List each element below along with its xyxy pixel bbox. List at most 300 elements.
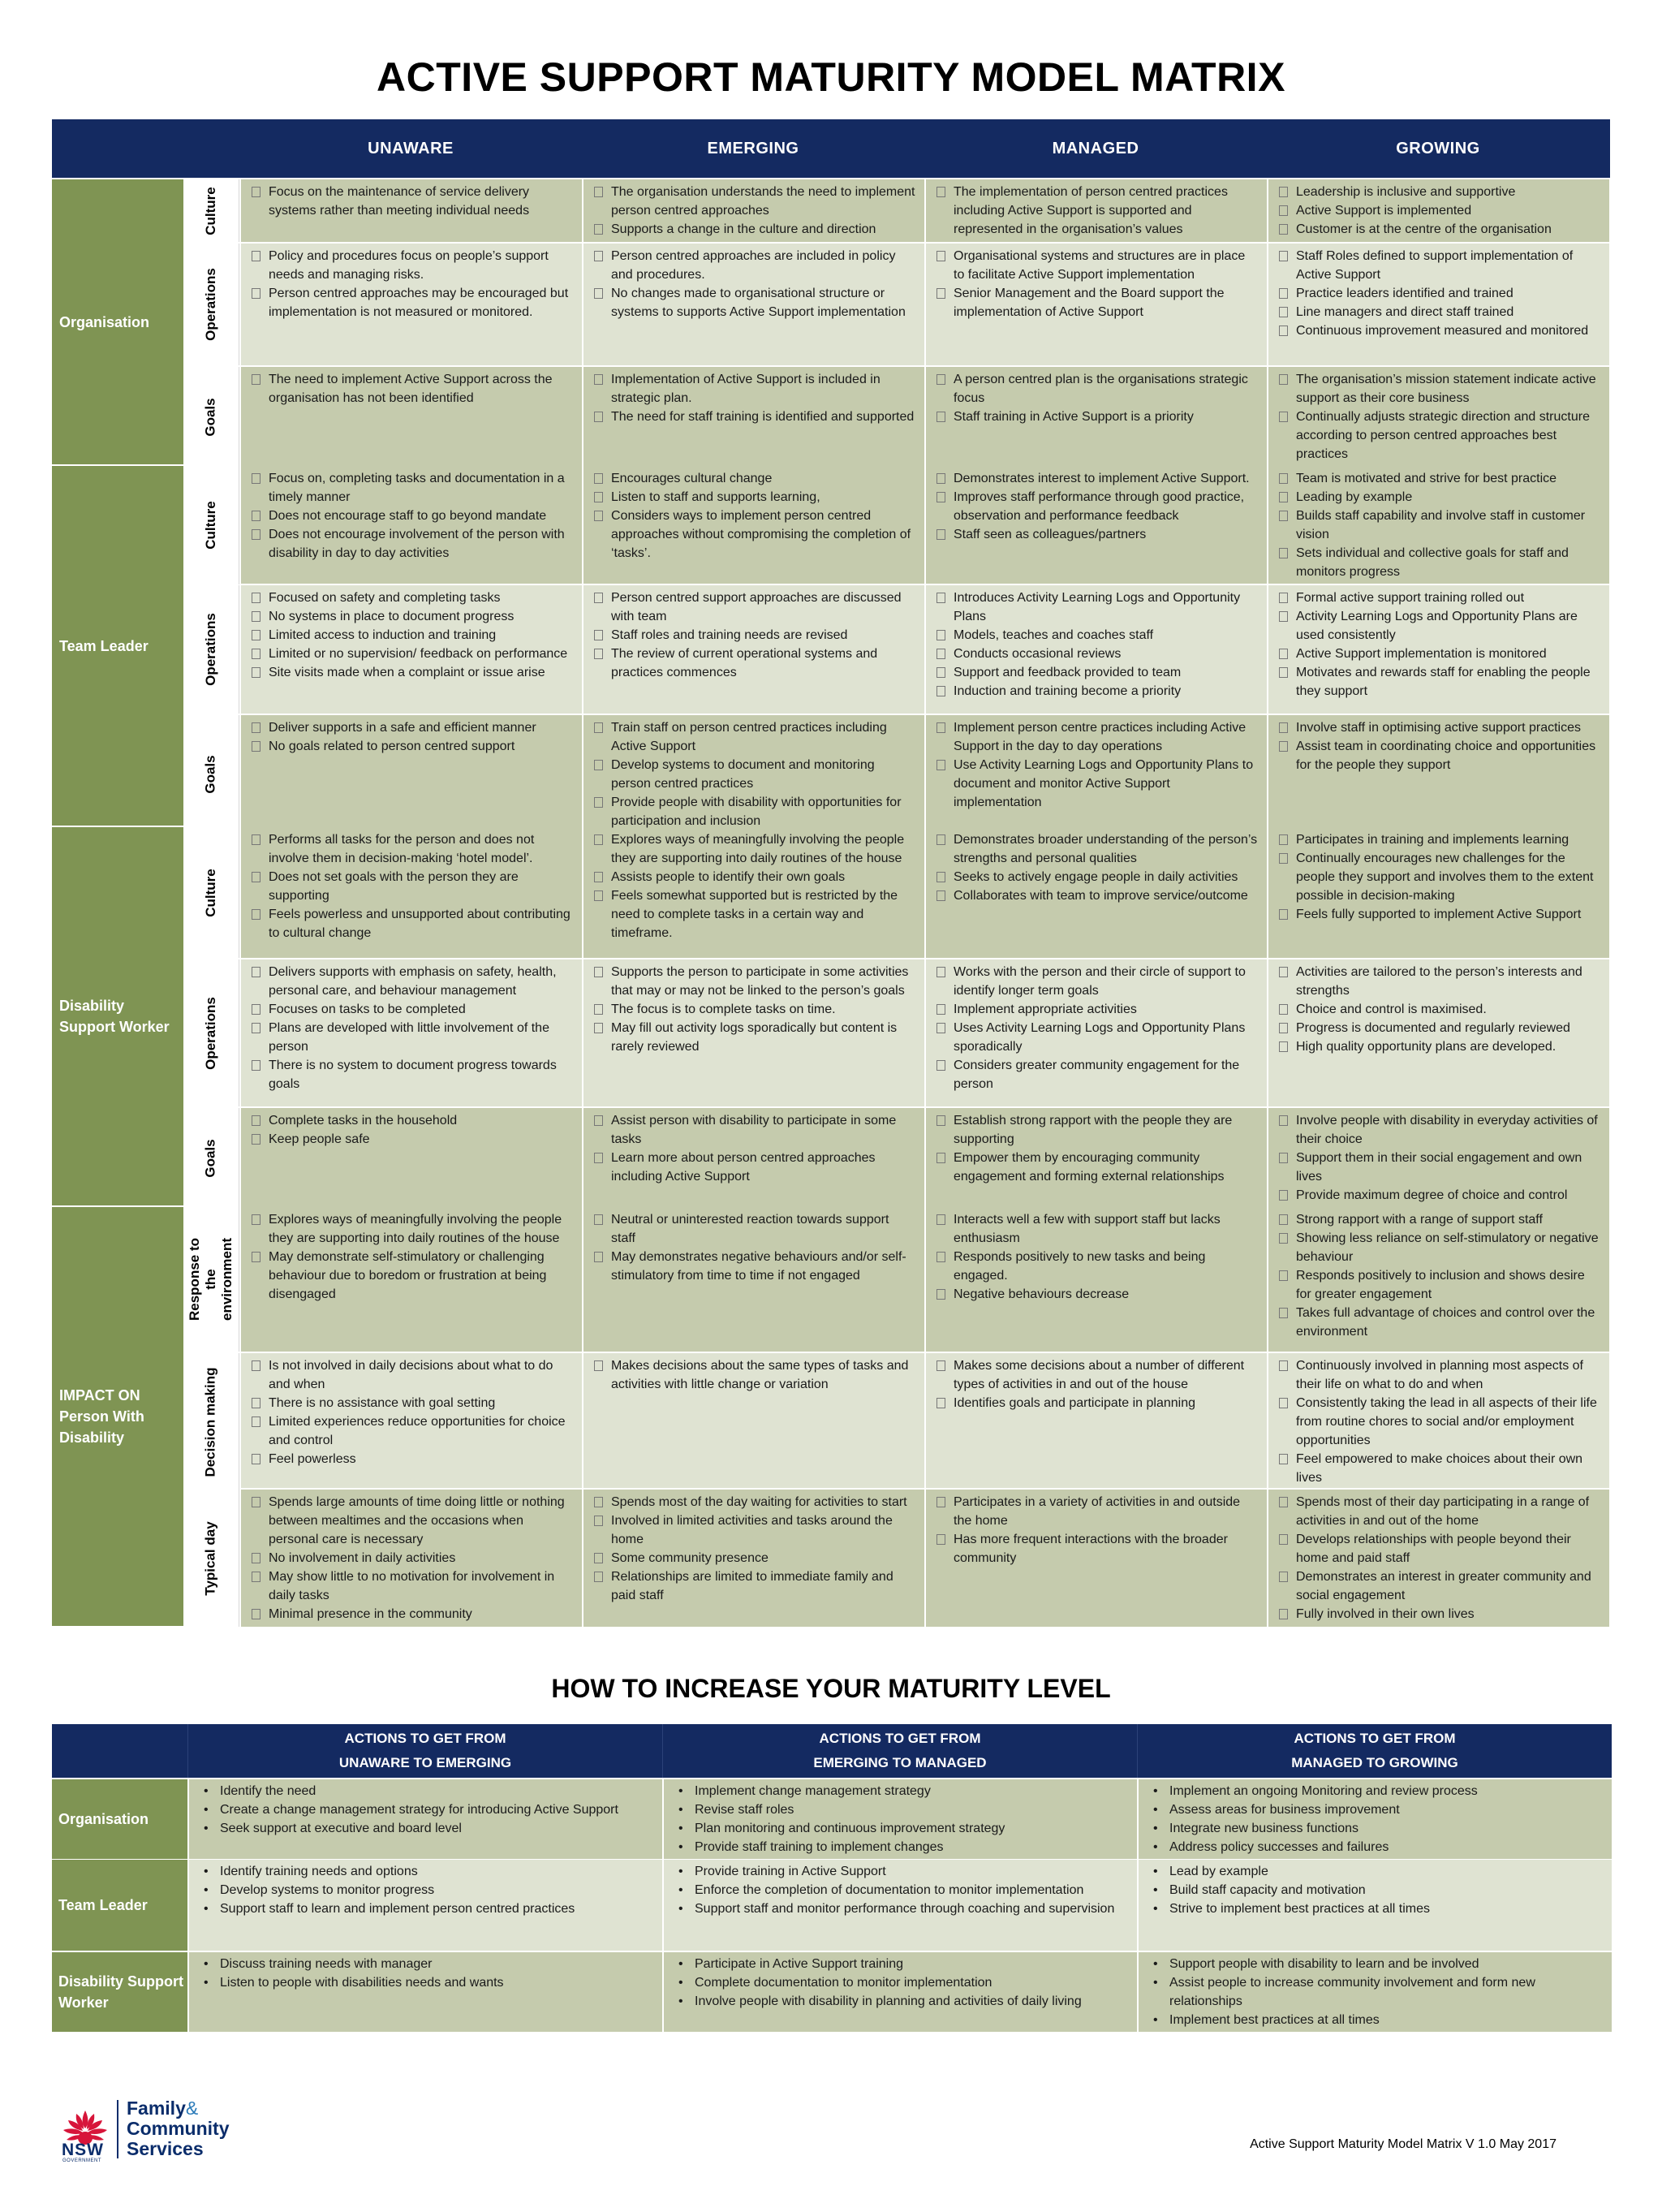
cell-list <box>249 370 574 407</box>
sub-category-label: Culture <box>203 186 218 235</box>
matrix-row <box>183 584 1610 714</box>
cell-item: Feel empowered to make choices about their own lives <box>1277 1450 1601 1487</box>
cell-item: Assist person with disability to participate in some tasks <box>592 1111 916 1149</box>
cell-item: Provide people with disability with opportunities for participation and inclusion <box>592 793 916 830</box>
cell-item: Works with the person and their circle of support to identify longer term goals <box>934 963 1259 1000</box>
actions-cell <box>662 1860 1137 1951</box>
cell-item: Considers ways to implement person centred approaches without compromising the completion of ‘tasks’. <box>592 507 916 563</box>
agency-line1: Family <box>127 2098 186 2119</box>
matrix-cell <box>582 1108 924 1208</box>
matrix-cell <box>582 585 924 714</box>
sub-category <box>183 1207 239 1352</box>
cell-item: Some community presence <box>592 1549 916 1567</box>
cell-list <box>934 1356 1259 1412</box>
cell-item: Feel powerless <box>249 1450 574 1468</box>
actions-item: • Listen to people with disabilities needs and wants <box>196 1973 654 1992</box>
actions-item: • Plan monitoring and continuous improvement strategy <box>670 1819 1129 1838</box>
cell-list <box>934 718 1259 812</box>
cell-list <box>934 469 1259 544</box>
cell-item: High quality opportunity plans are developed. <box>1277 1037 1601 1056</box>
footer-version: Active Support Maturity Model Matrix V 1.0 May 2017 <box>1250 2137 1557 2151</box>
nsw-fcs-logo <box>60 2098 271 2163</box>
cell-item: Plans are developed with little involvement of the person <box>249 1019 574 1056</box>
matrix-cell <box>582 959 924 1106</box>
actions-item: • Involve people with disability in planning and activities of daily living <box>670 1992 1129 2011</box>
cell-list <box>934 1493 1259 1567</box>
cell-item: Provide maximum degree of choice and control <box>1277 1186 1601 1205</box>
actions-header-managed-growing <box>1137 1724 1612 1778</box>
actions-item: • Complete documentation to monitor implementation <box>670 1973 1129 1992</box>
group-label: Team Leader <box>52 466 183 826</box>
cell-item: Encourages cultural change <box>592 469 916 488</box>
cell-item: Support and feedback provided to team <box>934 663 1259 682</box>
cell-item: May fill out activity logs sporadically but content is rarely reviewed <box>592 1019 916 1056</box>
matrix-cell <box>924 179 1267 242</box>
matrix-cell <box>582 367 924 467</box>
actions-header-emerging-managed <box>662 1724 1137 1778</box>
matrix-cell <box>582 1490 924 1627</box>
cell-item: Choice and control is maximised. <box>1277 1000 1601 1019</box>
actions-item: • Revise staff roles <box>670 1800 1129 1819</box>
cell-item: Continuous improvement measured and monitored <box>1277 321 1601 340</box>
cell-item: Performs all tasks for the person and does not involve them in decision-making ‘hotel model’. <box>249 830 574 868</box>
cell-item: Leadership is inclusive and supportive <box>1277 183 1601 201</box>
actions-list <box>670 1782 1129 1856</box>
cell-item: Senior Management and the Board support the implementation of Active Support <box>934 284 1259 321</box>
group-rows <box>183 466 1610 826</box>
matrix-row <box>183 466 1610 584</box>
matrix-row <box>183 1106 1610 1205</box>
sub-category-label: Response to the environment <box>187 1237 235 1322</box>
matrix-cell <box>239 1490 582 1627</box>
cell-item: May show little to no motivation for involvement in daily tasks <box>249 1567 574 1605</box>
actions-header-line1: ACTIONS TO GET FROM <box>344 1731 506 1746</box>
cell-item: Limited experiences reduce opportunities for choice and control <box>249 1412 574 1450</box>
cell-item: Focus on the maintenance of service delivery systems rather than meeting individual needs <box>249 183 574 220</box>
sub-category <box>183 959 239 1106</box>
actions-item: • Implement best practices at all times <box>1145 2011 1604 2029</box>
cell-list <box>934 183 1259 239</box>
matrix-cell <box>1267 367 1609 467</box>
actions-item: • Support staff and monitor performance through coaching and supervision <box>670 1899 1129 1918</box>
cell-item: Demonstrates broader understanding of the person’s strengths and personal qualities <box>934 830 1259 868</box>
matrix-cell <box>239 1207 582 1352</box>
sub-category-label: Goals <box>203 755 218 794</box>
cell-item: Person centred approaches may be encouraged but implementation is not measured or monitored. <box>249 284 574 321</box>
cell-list <box>249 469 574 563</box>
cell-item: Sets individual and collective goals for staff and monitors progress <box>1277 544 1601 581</box>
sub-category <box>183 244 239 365</box>
actions-header-line2: MANAGED TO GROWING <box>1291 1755 1458 1770</box>
cell-item: Customer is at the centre of the organisation <box>1277 220 1601 239</box>
cell-list <box>592 718 916 830</box>
cell-item: Empower them by encouraging community engagement and forming external relationships <box>934 1149 1259 1186</box>
cell-item: Demonstrates an interest in greater community and social engagement <box>1277 1567 1601 1605</box>
cell-item: Spends large amounts of time doing little or nothing between mealtimes and the occasions when personal care is necessary <box>249 1493 574 1549</box>
cell-list <box>934 963 1259 1093</box>
matrix-cell <box>924 827 1267 958</box>
matrix-row <box>183 242 1610 365</box>
matrix-cell <box>239 715 582 834</box>
cell-item: Focuses on tasks to be completed <box>249 1000 574 1019</box>
actions-row-label: Organisation <box>52 1779 187 1859</box>
cell-list <box>1277 718 1601 774</box>
cell-item: Keep people safe <box>249 1130 574 1149</box>
actions-item: • Provide training in Active Support <box>670 1862 1129 1881</box>
actions-item: • Identify training needs and options <box>196 1862 654 1881</box>
sub-category-label: Decision making <box>203 1366 219 1477</box>
cell-item: Builds staff capability and involve staff in customer vision <box>1277 507 1601 544</box>
cell-item: Complete tasks in the household <box>249 1111 574 1130</box>
cell-item: Motivates and rewards staff for enabling the people they support <box>1277 663 1601 701</box>
cell-item: Active Support is implemented <box>1277 201 1601 220</box>
matrix-cell <box>1267 1108 1609 1208</box>
actions-item: • Implement an ongoing Monitoring and review process <box>1145 1782 1604 1800</box>
matrix-cell <box>924 1108 1267 1208</box>
matrix-cell <box>924 367 1267 467</box>
matrix-cell <box>239 179 582 242</box>
cell-item: Use Activity Learning Logs and Opportunity Plans to document and monitor Active Support implementation <box>934 756 1259 812</box>
actions-item: • Integrate new business functions <box>1145 1819 1604 1838</box>
sub-category-label: Operations <box>203 613 218 686</box>
cell-list <box>592 1493 916 1605</box>
actions-row-label: Disability Support Worker <box>52 1952 187 2032</box>
group-label: IMPACT ON Person With Disability <box>52 1207 183 1626</box>
cell-list <box>249 589 574 682</box>
cell-item: Implement person centre practices including Active Support in the day to day operations <box>934 718 1259 756</box>
actions-cell <box>187 1952 662 2032</box>
cell-item: Activity Learning Logs and Opportunity Plans are used consistently <box>1277 607 1601 645</box>
actions-list <box>196 1955 654 1992</box>
cell-item: Involve staff in optimising active support practices <box>1277 718 1601 737</box>
matrix-body <box>52 178 1610 1626</box>
matrix-cell <box>1267 715 1609 834</box>
actions-body <box>52 1778 1612 2030</box>
cell-list <box>592 1111 916 1186</box>
cell-item: Activities are tailored to the person’s interests and strengths <box>1277 963 1601 1000</box>
cell-list <box>249 1493 574 1623</box>
sub-category <box>183 715 239 834</box>
cell-item: No changes made to organisational structure or systems to supports Active Support implementation <box>592 284 916 321</box>
cell-item: May demonstrate self-stimulatory or challenging behaviour due to boredom or frustration at being disengaged <box>249 1248 574 1304</box>
cell-list <box>934 830 1259 905</box>
cell-list <box>249 830 574 942</box>
cell-item: Does not encourage involvement of the person with disability in day to day activities <box>249 525 574 563</box>
sub-category-label: Goals <box>203 397 218 437</box>
cell-list <box>592 830 916 942</box>
actions-item: • Implement change management strategy <box>670 1782 1129 1800</box>
cell-item: There is no system to document progress towards goals <box>249 1056 574 1093</box>
cell-list <box>1277 1356 1601 1487</box>
matrix-row <box>183 365 1610 464</box>
cell-item: Spends most of their day participating in a range of activities in and out of the home <box>1277 1493 1601 1530</box>
cell-item: Feels fully supported to implement Active Support <box>1277 905 1601 924</box>
cell-item: Uses Activity Learning Logs and Opportunity Plans sporadically <box>934 1019 1259 1056</box>
cell-list <box>1277 183 1601 239</box>
cell-list <box>592 469 916 563</box>
matrix-cell <box>1267 827 1609 958</box>
matrix-cell <box>924 585 1267 714</box>
matrix-cell <box>924 466 1267 584</box>
matrix-cell <box>1267 1207 1609 1352</box>
cell-item: Continually adjusts strategic direction and structure according to person centred approaches best practices <box>1277 407 1601 464</box>
column-header-managed: MANAGED <box>1052 139 1139 157</box>
cell-item: Person centred approaches are included in policy and procedures. <box>592 247 916 284</box>
actions-cell <box>662 1952 1137 2032</box>
cell-item: The organisation understands the need to implement person centred approaches <box>592 183 916 220</box>
cell-item: Explores ways of meaningfully involving the people they are supporting into daily routines of the house <box>592 830 916 868</box>
cell-list <box>249 963 574 1093</box>
agency-ampersand: & <box>185 2098 199 2119</box>
cell-item: Staff training in Active Support is a priority <box>934 407 1259 426</box>
cell-item: Collaborates with team to improve service/outcome <box>934 886 1259 905</box>
cell-list <box>934 370 1259 426</box>
cell-item: Implement appropriate activities <box>934 1000 1259 1019</box>
actions-list <box>1145 1782 1604 1856</box>
cell-item: Participates in training and implements learning <box>1277 830 1601 849</box>
cell-item: The review of current operational systems and practices commences <box>592 645 916 682</box>
cell-item: No goals related to person centred support <box>249 737 574 756</box>
cell-list <box>934 1210 1259 1304</box>
actions-list <box>196 1862 654 1918</box>
cell-list <box>592 183 916 239</box>
row-group <box>52 826 1610 1205</box>
cell-list <box>592 963 916 1056</box>
cell-item: Identifies goals and participate in planning <box>934 1394 1259 1412</box>
actions-header-line1: ACTIONS TO GET FROM <box>819 1731 981 1746</box>
cell-item: Involve people with disability in everyday activities of their choice <box>1277 1111 1601 1149</box>
actions-header-line1: ACTIONS TO GET FROM <box>1294 1731 1456 1746</box>
matrix-cell <box>239 466 582 584</box>
cell-item: Deliver supports in a safe and efficient manner <box>249 718 574 737</box>
cell-item: Conducts occasional reviews <box>934 645 1259 663</box>
cell-item: Improves staff performance through good practice, observation and performance feedback <box>934 488 1259 525</box>
cell-list <box>1277 370 1601 464</box>
cell-item: Develops relationships with people beyond their home and paid staff <box>1277 1530 1601 1567</box>
group-label: Disability Support Worker <box>52 827 183 1205</box>
cell-item: Seeks to actively engage people in daily activities <box>934 868 1259 886</box>
matrix-row <box>183 179 1610 242</box>
agency-name <box>127 2098 230 2159</box>
actions-header-corner <box>52 1724 187 1778</box>
cell-list <box>1277 1493 1601 1623</box>
sub-category <box>183 466 239 584</box>
cell-item: Continuously involved in planning most aspects of their life on what to do and when <box>1277 1356 1601 1394</box>
group-rows <box>183 179 1610 464</box>
matrix-cell <box>239 1353 582 1490</box>
cell-item: Delivers supports with emphasis on safety, health, personal care, and behaviour management <box>249 963 574 1000</box>
matrix-cell <box>582 1353 924 1490</box>
cell-item: Organisational systems and structures are in place to facilitate Active Support implementation <box>934 247 1259 284</box>
cell-item: No systems in place to document progress <box>249 607 574 626</box>
cell-item: A person centred plan is the organisations strategic focus <box>934 370 1259 407</box>
cell-list <box>1277 1210 1601 1341</box>
group-label: Organisation <box>52 179 183 464</box>
matrix-cell <box>239 585 582 714</box>
cell-list <box>249 183 574 220</box>
sub-category <box>183 179 239 242</box>
cell-item: Does not set goals with the person they are supporting <box>249 868 574 905</box>
actions-list <box>196 1782 654 1838</box>
cell-item: Does not encourage staff to go beyond mandate <box>249 507 574 525</box>
cell-item: Negative behaviours decrease <box>934 1285 1259 1304</box>
cell-list <box>249 718 574 756</box>
matrix-cell <box>924 1490 1267 1627</box>
matrix-cell <box>582 179 924 242</box>
cell-list <box>249 247 574 321</box>
actions-item: • Create a change management strategy for introducing Active Support <box>196 1800 654 1819</box>
matrix-row <box>183 958 1610 1106</box>
sub-category-label: Goals <box>203 1138 218 1178</box>
matrix-cell <box>239 367 582 467</box>
matrix-cell <box>582 244 924 365</box>
cell-list <box>1277 963 1601 1056</box>
actions-item: • Address policy successes and failures <box>1145 1838 1604 1856</box>
cell-item: Formal active support training rolled out <box>1277 589 1601 607</box>
government-wordmark: GOVERNMENT <box>62 2158 102 2163</box>
cell-item: Active Support implementation is monitored <box>1277 645 1601 663</box>
cell-item: The need for staff training is identified and supported <box>592 407 916 426</box>
nsw-wordmark: NSW <box>62 2141 104 2159</box>
cell-item: Listen to staff and supports learning, <box>592 488 916 507</box>
cell-item: Staff roles and training needs are revised <box>592 626 916 645</box>
sub-category <box>183 585 239 714</box>
cell-item: No involvement in daily activities <box>249 1549 574 1567</box>
cell-item: Responds positively to new tasks and being engaged. <box>934 1248 1259 1285</box>
cell-item: Progress is documented and regularly reviewed <box>1277 1019 1601 1037</box>
cell-list <box>249 1111 574 1149</box>
cell-item: The need to implement Active Support across the organisation has not been identified <box>249 370 574 407</box>
maturity-matrix <box>52 119 1610 1626</box>
matrix-cell <box>239 827 582 958</box>
actions-item: • Discuss training needs with manager <box>196 1955 654 1973</box>
matrix-cell <box>582 827 924 958</box>
cell-item: Learn more about person centred approaches including Active Support <box>592 1149 916 1186</box>
actions-cell <box>1137 1952 1612 2032</box>
logo-divider <box>117 2100 118 2158</box>
cell-list <box>934 247 1259 321</box>
cell-item: Continually encourages new challenges for the people they support and involves them to the extent possible in decision-making <box>1277 849 1601 905</box>
actions-list <box>670 1862 1129 1918</box>
actions-item: • Seek support at executive and board level <box>196 1819 654 1838</box>
cell-item: Establish strong rapport with the people they are supporting <box>934 1111 1259 1149</box>
matrix-cell <box>924 1207 1267 1352</box>
sub-category-label: Operations <box>203 268 218 341</box>
actions-cell <box>662 1779 1137 1859</box>
column-header-growing: GROWING <box>1396 139 1480 157</box>
actions-cell <box>187 1860 662 1951</box>
cell-item: Support them in their social engagement and own lives <box>1277 1149 1601 1186</box>
cell-item: Minimal presence in the community <box>249 1605 574 1623</box>
actions-item: • Assist people to increase community involvement and form new relationships <box>1145 1973 1604 2011</box>
matrix-cell <box>239 959 582 1106</box>
matrix-row <box>183 714 1610 826</box>
actions-cell <box>1137 1779 1612 1859</box>
cell-list <box>934 589 1259 701</box>
cell-item: Assists people to identify their own goals <box>592 868 916 886</box>
cell-list <box>1277 247 1601 340</box>
sub-category <box>183 1108 239 1208</box>
sub-category-label: Operations <box>203 996 218 1070</box>
matrix-row <box>183 1207 1610 1352</box>
matrix-cell <box>924 715 1267 834</box>
actions-table <box>52 1724 1612 2030</box>
cell-item: Limited access to induction and training <box>249 626 574 645</box>
actions-header-line2: EMERGING TO MANAGED <box>813 1755 987 1770</box>
cell-item: The focus is to complete tasks on time. <box>592 1000 916 1019</box>
cell-item: Interacts well a few with support staff but lacks enthusiasm <box>934 1210 1259 1248</box>
sub-category-label: Culture <box>203 501 218 550</box>
cell-list <box>1277 469 1601 581</box>
cell-item: Supports a change in the culture and direction <box>592 220 916 239</box>
row-group <box>52 464 1610 826</box>
cell-item: Consistently taking the lead in all aspects of their life from routine chores to social and/or employment opportunities <box>1277 1394 1601 1450</box>
cell-item: Neutral or uninterested reaction towards support staff <box>592 1210 916 1248</box>
cell-item: Demonstrates interest to implement Active Support. <box>934 469 1259 488</box>
cell-item: There is no assistance with goal setting <box>249 1394 574 1412</box>
cell-item: Team is motivated and strive for best practice <box>1277 469 1601 488</box>
cell-item: Involved in limited activities and tasks around the home <box>592 1511 916 1549</box>
cell-item: The implementation of person centred practices including Active Support is supported and represented in the organisation’s values <box>934 183 1259 239</box>
actions-list <box>1145 1955 1604 2029</box>
matrix-cell <box>1267 959 1609 1106</box>
matrix-row <box>183 1352 1610 1488</box>
matrix-cell <box>924 959 1267 1106</box>
cell-item: Implementation of Active Support is included in strategic plan. <box>592 370 916 407</box>
group-rows <box>183 1207 1610 1626</box>
actions-item: • Develop systems to monitor progress <box>196 1881 654 1899</box>
cell-item: Policy and procedures focus on people’s support needs and managing risks. <box>249 247 574 284</box>
matrix-cell <box>582 715 924 834</box>
cell-item: Focused on safety and completing tasks <box>249 589 574 607</box>
actions-row <box>52 1951 1612 2030</box>
cell-item: Leading by example <box>1277 488 1601 507</box>
sub-category-label: Culture <box>203 868 218 917</box>
row-group <box>52 1205 1610 1626</box>
actions-cell <box>1137 1860 1612 1951</box>
agency-line2: Community <box>127 2118 230 2139</box>
cell-list <box>592 247 916 321</box>
cell-item: Site visits made when a complaint or issue arise <box>249 663 574 682</box>
cell-list <box>592 370 916 426</box>
cell-item: Responds positively to inclusion and shows desire for greater engagement <box>1277 1266 1601 1304</box>
cell-list <box>592 1356 916 1394</box>
cell-item: Person centred support approaches are discussed with team <box>592 589 916 626</box>
sub-category <box>183 367 239 467</box>
actions-item: • Provide staff training to implement changes <box>670 1838 1129 1856</box>
header-corner <box>52 119 239 178</box>
cell-item: Staff Roles defined to support implementation of Active Support <box>1277 247 1601 284</box>
cell-item: Induction and training become a priority <box>934 682 1259 701</box>
actions-row <box>52 1858 1612 1951</box>
cell-item: Models, teaches and coaches staff <box>934 626 1259 645</box>
actions-row-label: Team Leader <box>52 1860 187 1951</box>
cell-list <box>249 1356 574 1468</box>
cell-item: Considers greater community engagement for the person <box>934 1056 1259 1093</box>
cell-list <box>1277 589 1601 701</box>
cell-item: Feels powerless and unsupported about contributing to cultural change <box>249 905 574 942</box>
cell-item: The organisation’s mission statement indicate active support as their core business <box>1277 370 1601 407</box>
cell-item: May demonstrates negative behaviours and/or self-stimulatory from time to time if not engaged <box>592 1248 916 1285</box>
cell-list <box>1277 1111 1601 1205</box>
agency-line3: Services <box>127 2138 204 2159</box>
column-header-unaware: UNAWARE <box>368 139 454 157</box>
cell-item: Participates in a variety of activities in and outside the home <box>934 1493 1259 1530</box>
matrix-cell <box>1267 179 1609 242</box>
matrix-cell <box>924 244 1267 365</box>
actions-item: • Support people with disability to learn and be involved <box>1145 1955 1604 1973</box>
matrix-cell <box>1267 244 1609 365</box>
